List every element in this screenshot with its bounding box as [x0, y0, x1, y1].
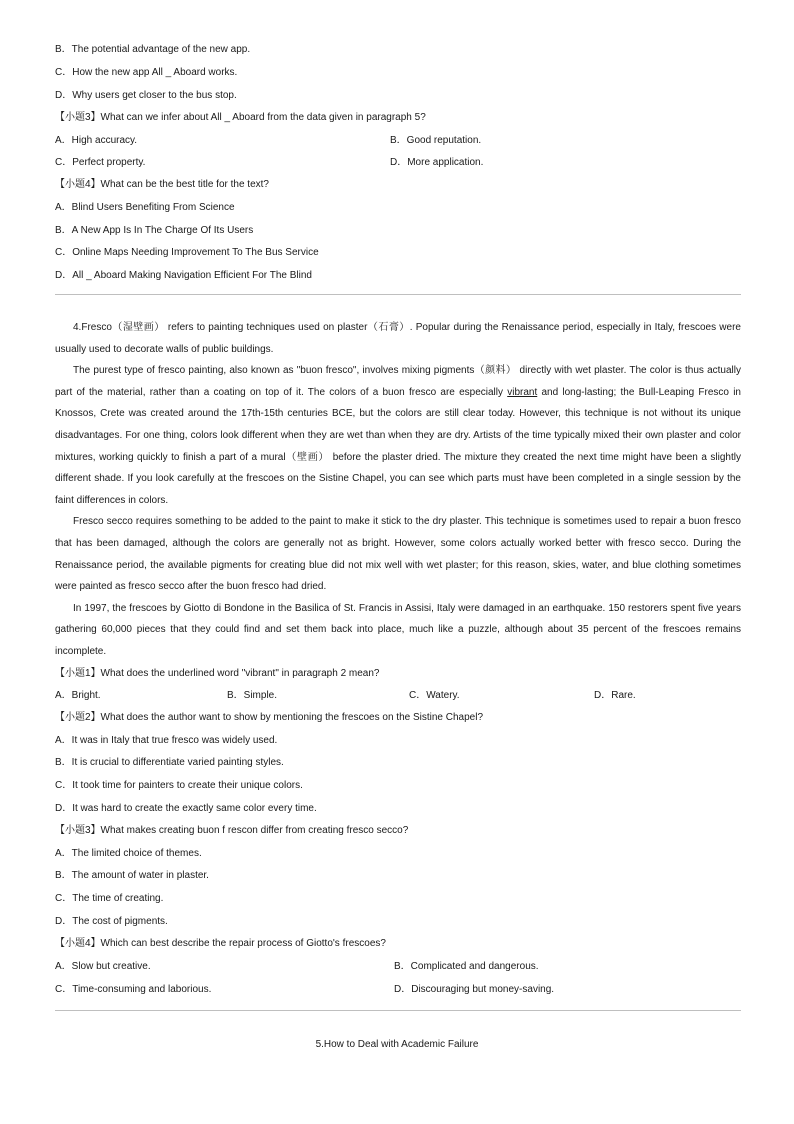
- question-stem: 【小题2】What does the author want to show by mentioning the frescoes on the Sistine Chapel?: [55, 712, 484, 723]
- option-c: C．Online Maps Needing Improvement To The Bus Service: [55, 247, 319, 258]
- option-a: A．High accuracy.: [55, 135, 138, 146]
- option-b: B．It is crucial to differentiate varied painting styles.: [55, 757, 284, 768]
- paragraph-2-text: and long-lasting; the Bull-Leaping Fresco in Knossos, Crete was created around the 17th-15th centuries BCE, but the colors are still clear today. However, this technique is not without its unique disadvantages. For one thing, colors look different when they are wet than when they are dry. Artists of the time typically mixed their own plaster and color mixtures, working quickly to finish a part of a mural（壁画） before the plaster dried. The mixture they created the next time might have been a slightly different shade. If you look carefully at the frescoes on the Sistine Chapel, you can see which parts must have been completed in a single session by the faint differences in colors.: [55, 386, 741, 506]
- option-b: B．Complicated and dangerous.: [394, 961, 539, 972]
- option-a: A．It was in Italy that true fresco was widely used.: [55, 735, 278, 746]
- underlined-word: vibrant: [507, 386, 538, 398]
- option-d: D．The cost of pigments.: [55, 916, 168, 927]
- option-c: C．Watery.: [409, 690, 460, 701]
- option-b: B．Good reputation.: [390, 135, 482, 146]
- option-c: C．Perfect property.: [55, 157, 146, 168]
- paragraph-4: In 1997, the frescoes by Giotto di Bondone in the Basilica of St. Francis in Assisi, Italy were damaged in an earthquake. 150 restorers spent five years gathering 60,000 pieces that they could find and set them back into place, much like a puzzle, although about 35 percent of the frescoes remains incomplete.: [55, 602, 741, 657]
- option-c: C．How the new app All _ Aboard works.: [55, 67, 238, 78]
- option-b: B．A New App Is In The Charge Of Its Users: [55, 225, 254, 236]
- paragraph-3: Fresco secco requires something to be added to the paint to make it stick to the dry plaster. This technique is sometimes used to repair a buon fresco that has been damaged, although the colors are generally not as bright. However, some colors actually worked better with fresco secco. During the Renaissance period, the available pigments for creating blue did not mix well with wet plaster; for this reason, skies, water, and blue clothing sometimes were painted as fresco secco after the buon fresco had dried.: [55, 516, 741, 593]
- option-c: C．It took time for painters to create their unique colors.: [55, 780, 303, 791]
- option-c: C．Time-consuming and laborious.: [55, 984, 212, 995]
- paragraph-2: [55, 360, 741, 511]
- option-d: D．Discouraging but money-saving.: [394, 984, 555, 995]
- option-d: D．More application.: [390, 157, 484, 168]
- option-d: D．Rare.: [594, 690, 636, 701]
- option-b: B．Simple.: [227, 690, 278, 701]
- option-a: A．Blind Users Benefiting From Science: [55, 202, 235, 213]
- option-b: B．The potential advantage of the new app.: [55, 44, 251, 55]
- option-d: D．It was hard to create the exactly same color every time.: [55, 803, 317, 814]
- option-a: A．The limited choice of themes.: [55, 848, 202, 859]
- option-d: D．All _ Aboard Making Navigation Efficient For The Blind: [55, 270, 312, 281]
- paragraph-1: 4.Fresco（湿壁画） refers to painting techniques used on plaster（石膏）. Popular during the Renaissance period, especially in Italy, frescoes were usually used to decorate walls of public buildings.: [55, 322, 741, 355]
- question-stem: 【小题1】What does the underlined word "vibrant" in paragraph 2 mean?: [55, 668, 380, 679]
- question-stem: 【小题3】What can we infer about All _ Aboard from the data given in paragraph 5?: [55, 112, 426, 123]
- question-stem: 【小题4】What can be the best title for the text?: [55, 179, 269, 190]
- question-stem: 【小题4】Which can best describe the repair process of Giotto's frescoes?: [55, 938, 386, 949]
- option-a: A．Bright.: [55, 690, 101, 701]
- paragraph-2-text: The purest type of fresco painting, also known as "buon fresco", involves mixing pigments（颜料） directly with wet plaster. The color is thus actually part of the material, rather than a coating on top of it. The colors of a buon fresco are especially: [55, 365, 741, 398]
- option-b: B．The amount of water in plaster.: [55, 870, 209, 881]
- option-c: C．The time of creating.: [55, 893, 164, 904]
- section-divider: [55, 1010, 741, 1011]
- next-passage-title: 5.How to Deal with Academic Failure: [315, 1039, 479, 1050]
- passage-4: [55, 317, 741, 663]
- option-a: A．Slow but creative.: [55, 961, 151, 972]
- option-d: D．Why users get closer to the bus stop.: [55, 90, 237, 101]
- section-divider: [55, 294, 741, 295]
- question-stem: 【小题3】What makes creating buon f rescon differ from creating fresco secco?: [55, 825, 409, 836]
